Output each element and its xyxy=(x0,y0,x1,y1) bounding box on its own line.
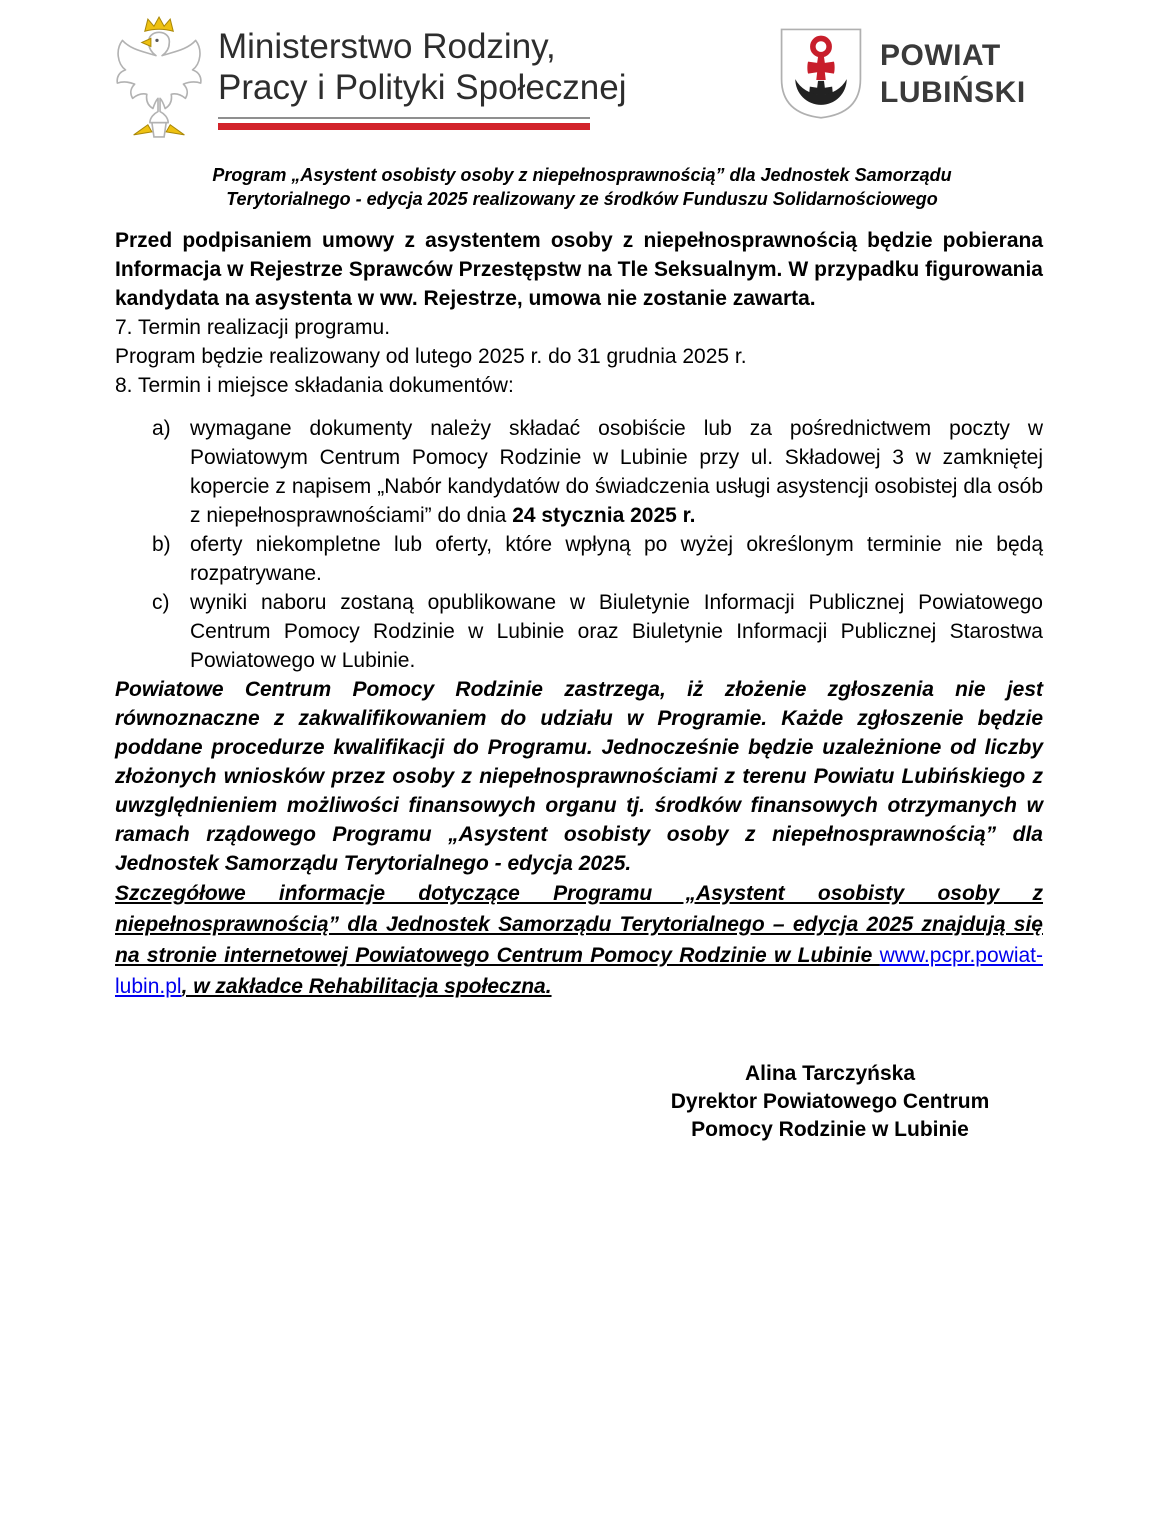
list-text: oferty niekompletne lub oferty, które wpłyną po wyżej określonym terminie nie będą rozpatrywane. xyxy=(190,533,1043,585)
details-before-link: Szczegółowe informacje dotyczące Programu „Asystent osobisty osoby z niepełnosprawnością” dla Jednostek Samorządu Terytorialnego – edycja 2025 znajdują się na stronie internetowej Powiatowego Centrum Pomocy Rodzinie w Lubinie xyxy=(115,882,1043,967)
powiat-name-line2: LUBIŃSKI xyxy=(880,76,1026,109)
intro-paragraph: Przed podpisaniem umowy z asystentem osoby z niepełnosprawnością będzie pobierana Informacja w Rejestrze Sprawców Przestępstw na Tle Seksualnym. W przypadku figurowania kandydata na asystenta w ww. Rejestrze, umowa nie zostanie zawarta. xyxy=(115,229,1043,310)
powiat-name-line1: POWIAT xyxy=(880,39,1001,72)
signature-name: Alina Tarczyńska xyxy=(744,1062,916,1085)
document-body xyxy=(115,226,1043,1144)
section-8-heading: 8. Termin i miejsce składania dokumentów: xyxy=(115,374,514,397)
ministry-name-line1: Ministerstwo Rodziny, xyxy=(218,27,556,66)
list-marker: b) xyxy=(152,533,171,556)
program-title-line1: Program „Asystent osobisty osoby z niepełnosprawnością” dla Jednostek Samorządu xyxy=(212,165,952,185)
ministry-rules xyxy=(218,117,590,130)
ministry-rule-gray xyxy=(218,117,590,119)
pcpr-website-link[interactable]: www.pcpr.powiat-lubin.pl xyxy=(115,944,1043,998)
signature-title-line2: Pomocy Rodzinie w Lubinie xyxy=(691,1118,969,1141)
section-8-list xyxy=(115,414,1043,675)
signature-title-line1: Dyrektor Powiatowego Centrum xyxy=(670,1090,990,1113)
polish-eagle-icon xyxy=(110,14,204,140)
list-item-b xyxy=(115,530,1043,588)
list-item-a xyxy=(115,414,1043,530)
section-7-body: Program będzie realizowany od lutego 2025 r. do 31 grudnia 2025 r. xyxy=(115,345,747,368)
details-after-link: , w zakładce Rehabilitacja społeczna. xyxy=(181,975,552,998)
powiat-lubinski-crest-icon xyxy=(778,26,864,122)
program-title xyxy=(0,163,1164,211)
ministry-text xyxy=(218,14,627,140)
list-marker: a) xyxy=(152,417,171,440)
details-paragraph xyxy=(115,878,1043,1002)
list-text: wymagane dokumenty należy składać osobiście lub za pośrednictwem poczty w Powiatowym Centrum Pomocy Rodzinie w Lubinie przy ul. Składowej 3 w zamkniętej kopercie z napisem „Nabór kandydatów do świadczenia usługi asystencji osobistej dla osób z niepełnosprawnościami” do dnia xyxy=(190,417,1043,527)
powiat-logo xyxy=(778,26,1026,122)
ministry-name-line2: Pracy i Polityki Społecznej xyxy=(218,68,627,107)
ministry-logo xyxy=(110,14,627,140)
list-item-c xyxy=(115,588,1043,675)
list-text: wyniki naboru zostaną opublikowane w Biuletynie Informacji Publicznej Powiatowego Centrum Pomocy Rodzinie w Lubinie oraz Biuletynie Informacji Publicznej Starostwa Powiatowego w Lubinie. xyxy=(190,591,1043,672)
list-marker: c) xyxy=(152,591,170,614)
reservation-paragraph: Powiatowe Centrum Pomocy Rodzinie zastrzega, iż złożenie zgłoszenia nie jest równoznaczne z zakwalifikowaniem do udziału w Programie. Każde zgłoszenie będzie poddane procedurze kwalifikacji do Programu. Jednocześnie będzie uzależnione od liczby złożonych wniosków przez osoby z niepełnosprawnościami z terenu Powiatu Lubińskiego z uwzględnieniem możliwości finansowych organu tj. środków finansowych otrzymanych w ramach rządowego Programu „Asystent osobisty osoby z niepełnosprawnością” dla Jednostek Samorządu Terytorialnego - edycja 2025. xyxy=(115,678,1043,875)
program-title-line2: Terytorialnego - edycja 2025 realizowany ze środków Funduszu Solidarnościowego xyxy=(226,189,938,209)
ministry-rule-red xyxy=(218,123,590,130)
deadline-bold: 24 stycznia 2025 r. xyxy=(512,504,696,527)
section-7-heading: 7. Termin realizacji programu. xyxy=(115,316,391,339)
page-header xyxy=(0,14,1164,160)
signature-block xyxy=(625,1060,1035,1144)
